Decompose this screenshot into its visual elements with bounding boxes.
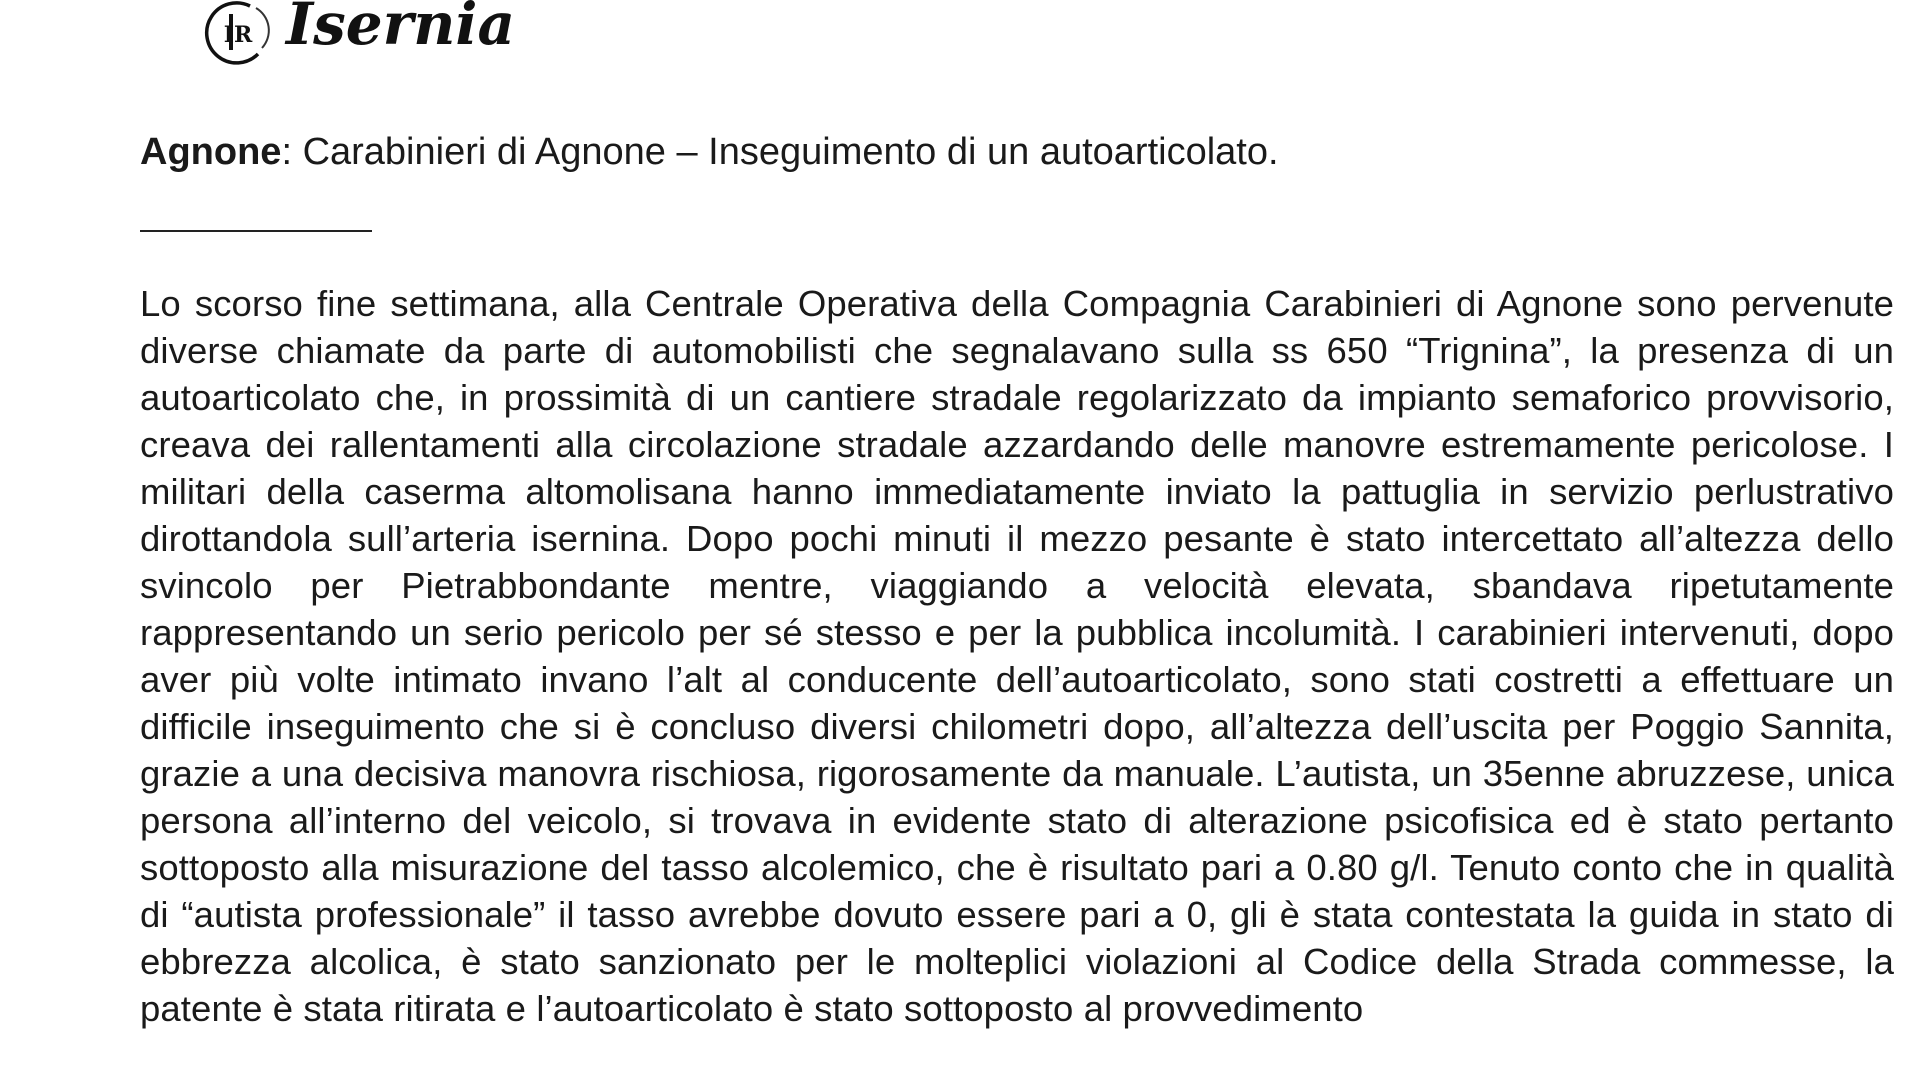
brand-name: Isernia bbox=[286, 0, 516, 58]
masthead bbox=[198, 0, 515, 72]
article-headline bbox=[140, 128, 1900, 176]
headline-text: Carabinieri di Agnone – Inseguimento di un autoarticolato. bbox=[302, 131, 1279, 173]
logo-monogram: IR bbox=[223, 22, 253, 48]
article-body: Lo scorso fine settimana, alla Centrale Operativa della Compagnia Carabinieri di Agnone sono pervenute diverse chiamate da parte di automobilisti che segnalavano sulla ss 650 “Trignina”, la presenza di un autoarticolato che, in prossimità di un cantiere stradale regolarizzato da impianto semaforico provvisorio, creava dei rallentamenti alla circolazione stradale azzardando delle manovre estremamente pericolose. I militari della caserma altomolisana hanno immediatamente inviato la pattuglia in servizio perlustrativo dirottandola sull’arteria isernina. Dopo pochi minuti il mezzo pesante è stato intercettato all’altezza dello svincolo per Pietrabbondante mentre, viaggiando a velocità elevata, sbandava ripetutamente rappresentando un serio pericolo per sé stesso e per la pubblica incolumità. I carabinieri intervenuti, dopo aver più volte intimato invano l’alt al conducente dell’autoarticolato, sono stati costretti a effettuare un difficile inseguimento che si è concluso diversi chilometri dopo, all’altezza dell’uscita per Poggio Sannita, grazie a una decisiva manovra rischiosa, rigorosamente da manuale. L’autista, un 35enne abruzzese, unica persona all’interno del veicolo, si trovava in evidente stato di alterazione psicofisica ed è stato pertanto sottoposto alla misurazione del tasso alcolemico, che è risultato pari a 0.80 g/l. Tenuto conto che in qualità di “autista professionale” il tasso avrebbe dovuto essere pari a 0, gli è stata contestata la guida in stato di ebbrezza alcolica, è stato sanzionato per le molteplici violazioni al Codice della Strada commesse, la patente è stata ritirata e l’autoarticolato è stato sottoposto al provvedimento bbox=[140, 283, 1894, 1029]
headline-location: Agnone bbox=[140, 131, 282, 173]
brand-logo-icon bbox=[198, 0, 278, 72]
section-divider bbox=[140, 230, 372, 232]
headline-separator: : bbox=[281, 131, 303, 173]
